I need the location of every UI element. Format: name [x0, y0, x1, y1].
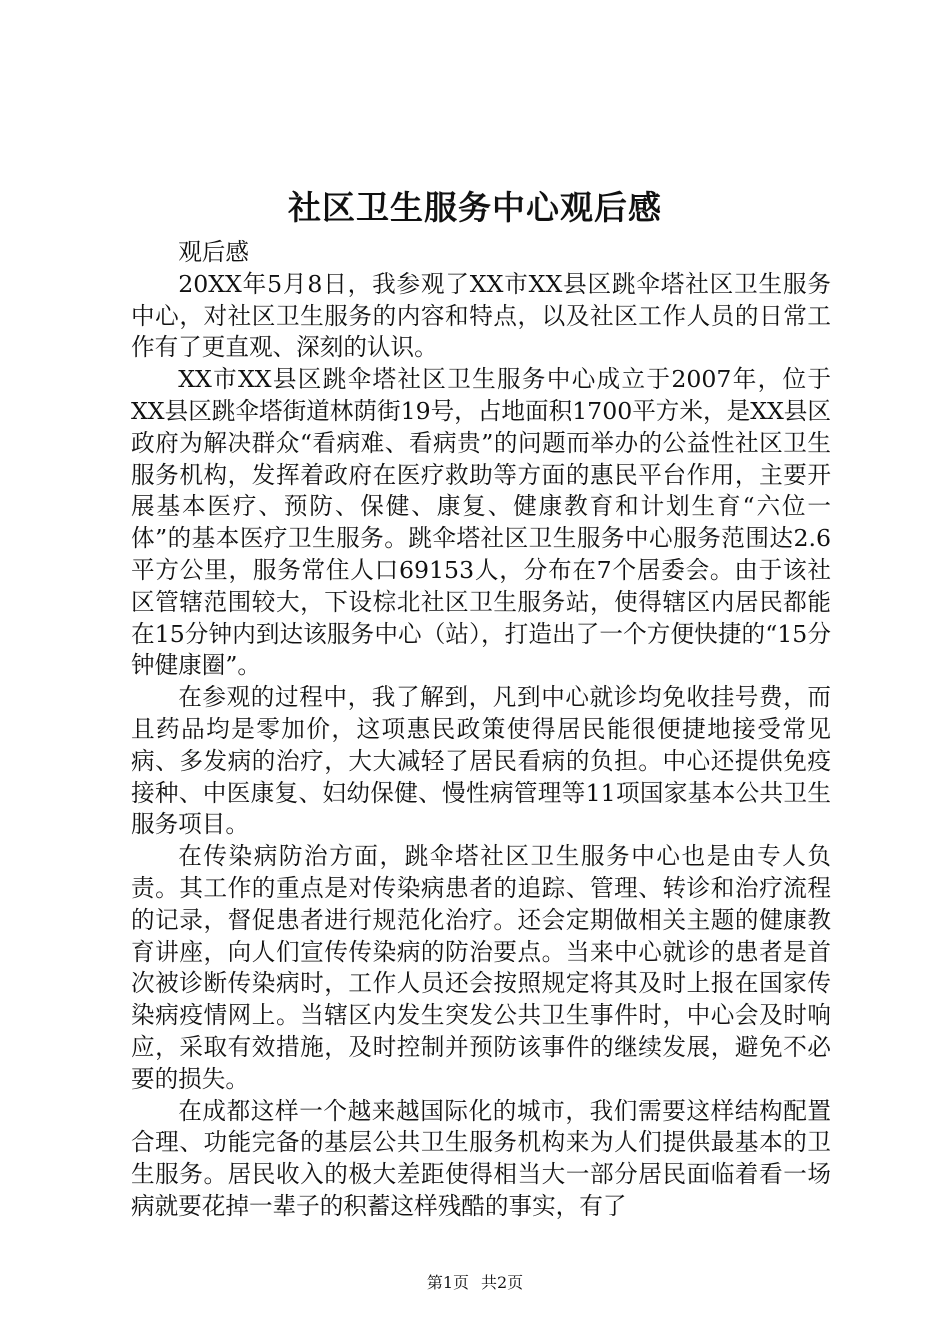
- document-body: [131, 237, 831, 1223]
- paragraph-disease-control: 在传染病防治方面，跳伞塔社区卫生服务中心也是由专人负责。其工作的重点是对传染病患者的追踪、管理、转诊和治疗流程的记录，督促患者进行规范化治疗。还会定期做相关主题的健康教育讲座，向人们宣传传染病的防治要点。当来中心就诊的患者是首次被诊断传染病时，工作人员还会按照规定将其及时上报在国家传染病疫情网上。当辖区内发生突发公共卫生事件时，中心会及时响应，采取有效措施，及时控制并预防该事件的继续发展，避免不必要的损失。: [131, 842, 831, 1093]
- paragraph-intro: 20XX年5月8日，我参观了XX市XX县区跳伞塔社区卫生服务中心，对社区卫生服务的内容和特点，以及社区工作人员的日常工作有了更直观、深刻的认识。: [131, 269, 831, 362]
- paragraph-policies: 在参观的过程中，我了解到，凡到中心就诊均免收挂号费，而且药品均是零加价，这项惠民政策使得居民能很便捷地接受常见病、多发病的治疗，大大减轻了居民看病的负担。中心还提供免疫接种、中医康复、妇幼保健、慢性病管理等11项国家基本公共卫生服务项目。: [131, 683, 831, 839]
- paragraph-heading: 观后感: [178, 238, 249, 266]
- paragraph-conclusion: 在成都这样一个越来越国际化的城市，我们需要这样结构配置合理、功能完备的基层公共卫生服务机构来为人们提供最基本的卫生服务。居民收入的极大差距使得相当大一部分居民面临着看一场病就要花掉一辈子的积蓄这样残酷的事实，有了: [131, 1096, 831, 1220]
- page-total: 共2页: [481, 1273, 524, 1292]
- document-title: 社区卫生服务中心观后感: [288, 188, 662, 227]
- page-footer: [0, 1272, 950, 1294]
- page-number: 第1页: [426, 1273, 469, 1292]
- paragraph-center-overview: XX市XX县区跳伞塔社区卫生服务中心成立于2007年，位于XX县区跳伞塔街道林荫街19号，占地面积1700平方米，是XX县区政府为解决群众“看病难、看病贵”的问题而举办的公益性社区卫生服务机构，发挥着政府在医疗救助等方面的惠民平台作用，主要开展基本医疗、预防、保健、康复、健康教育和计划生育“六位一体”的基本医疗卫生服务。跳伞塔社区卫生服务中心服务范围达2.6平方公里，服务常住人口69153人，分布在7个居委会。由于该社区管辖范围较大，下设棕北社区卫生服务站，使得辖区内居民都能在15分钟内到达该服务中心（站），打造出了一个方便快捷的“15分钟健康圈”。: [131, 365, 831, 680]
